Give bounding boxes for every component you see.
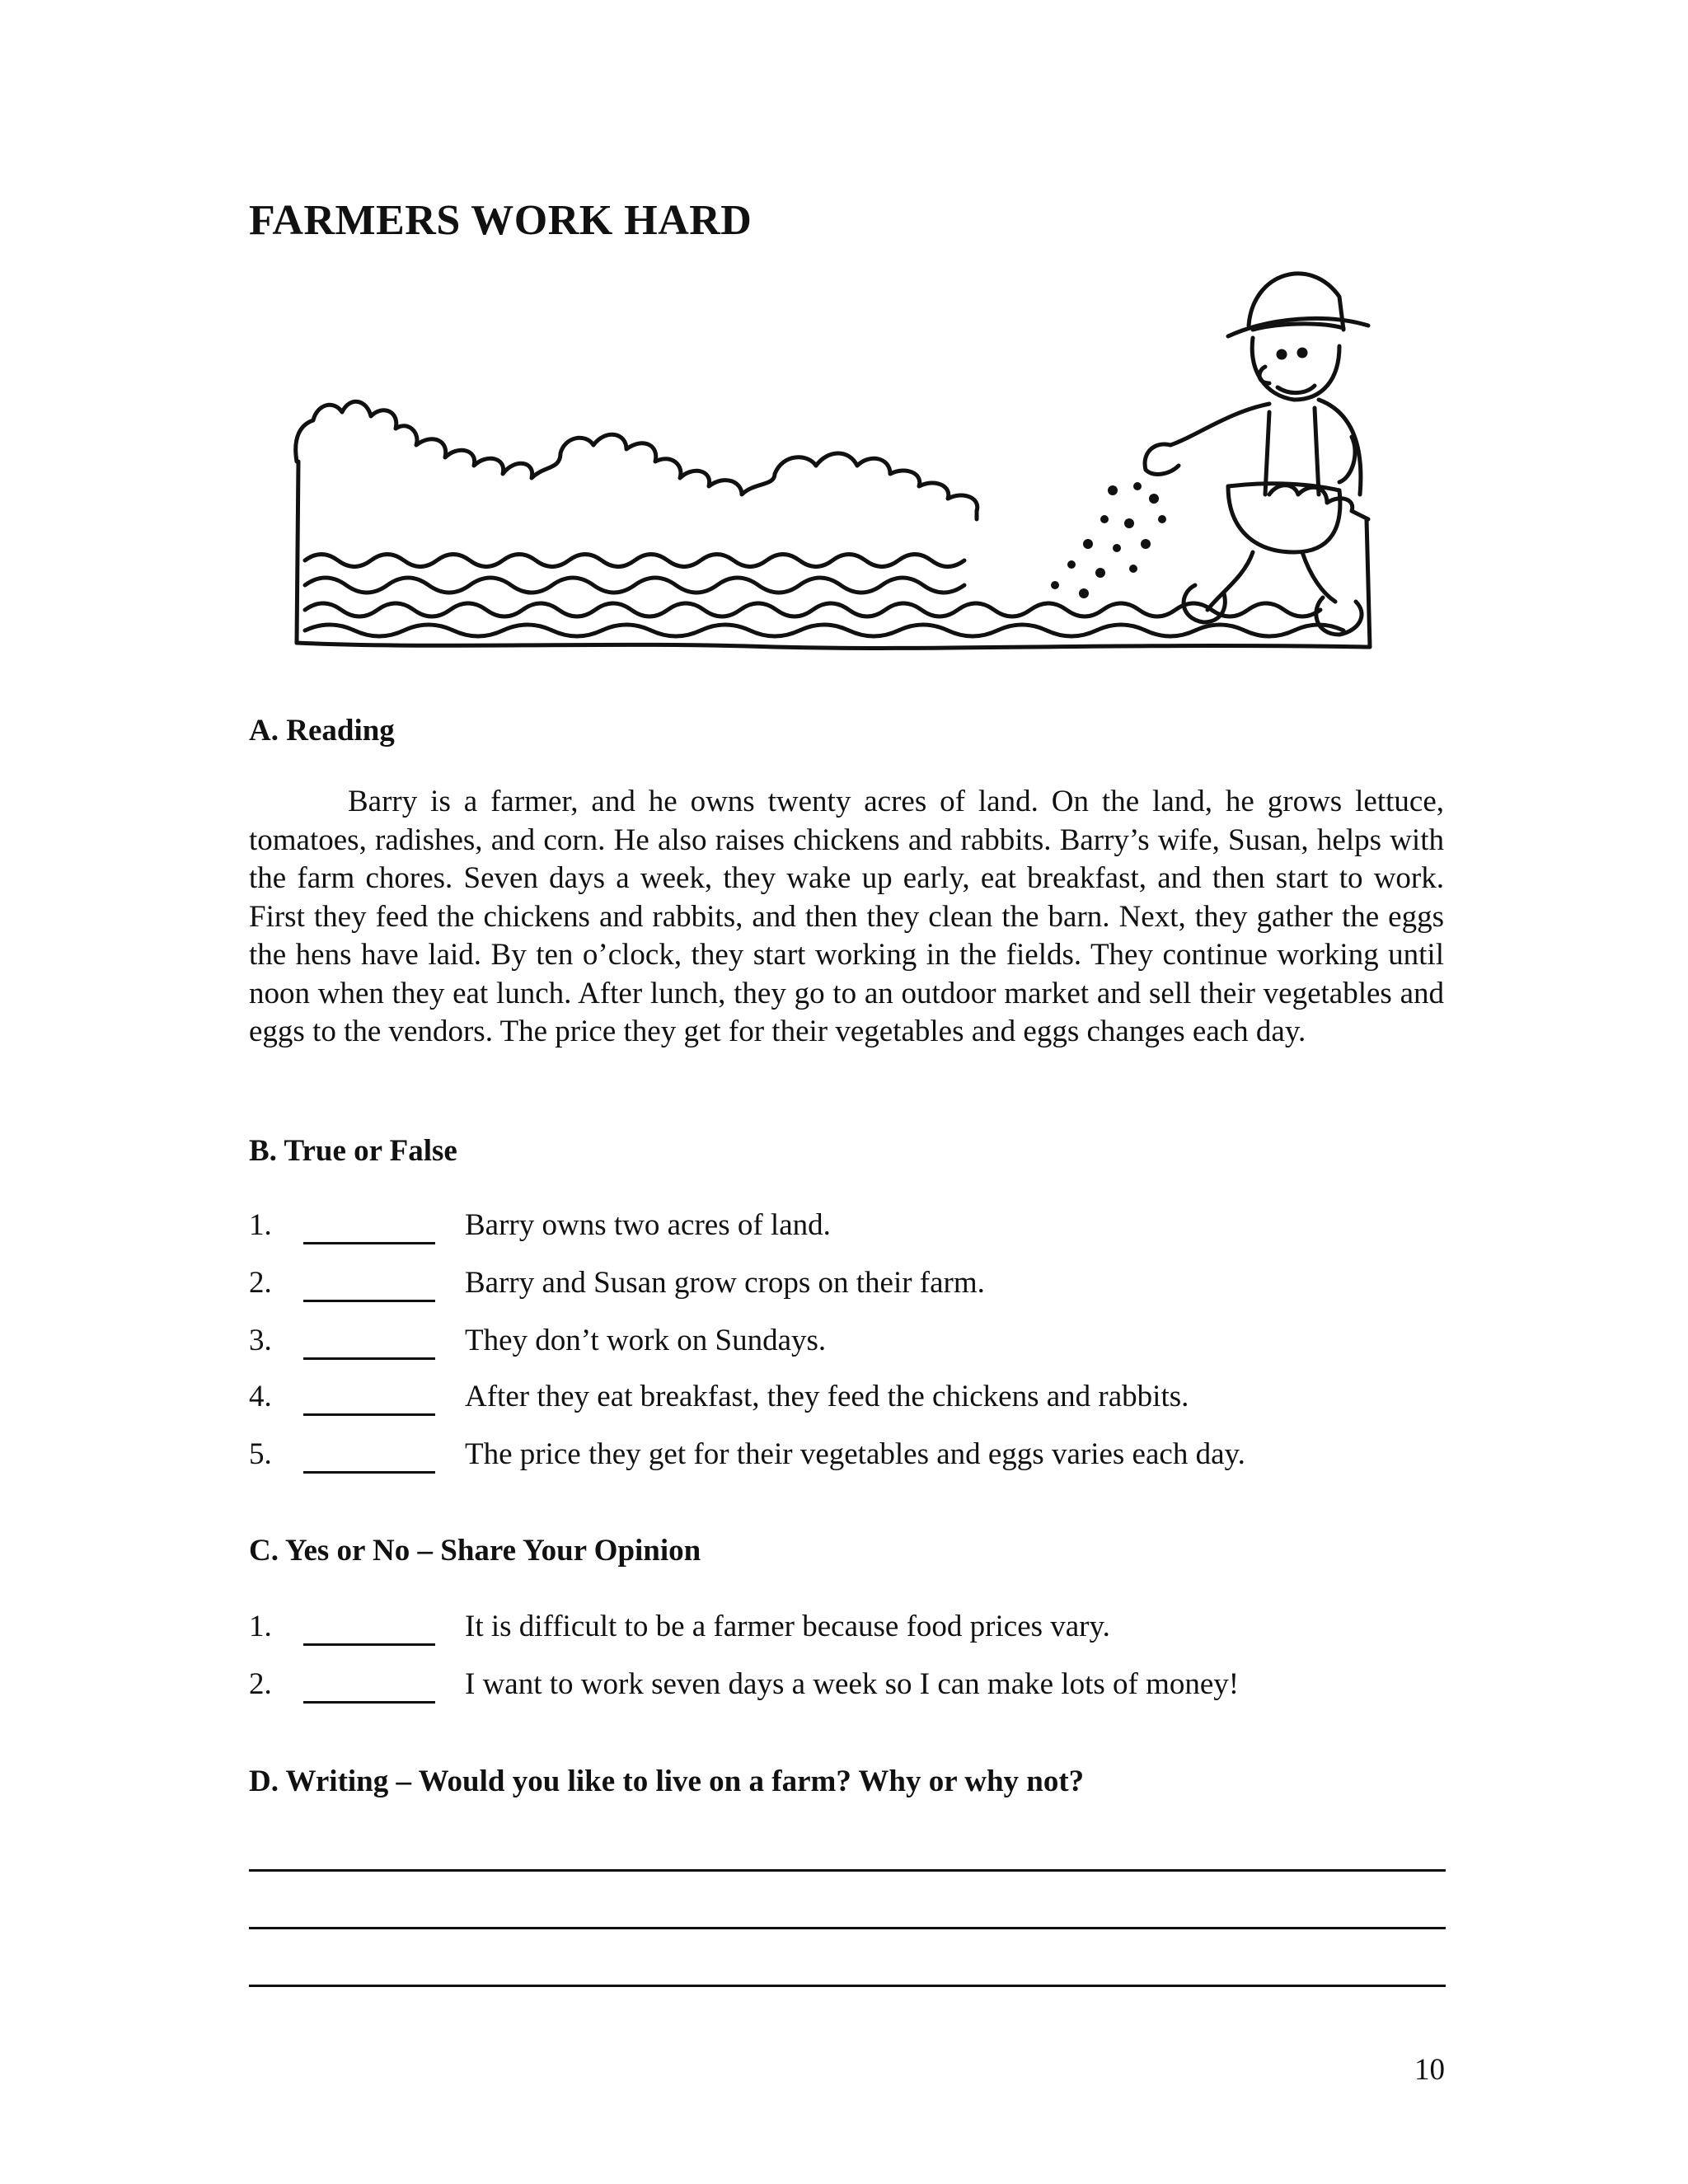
item-number: 1. — [249, 1610, 272, 1643]
opinion-item — [249, 1666, 1452, 1708]
bushes-outline — [296, 401, 978, 519]
item-statement: I want to work seven days a week so I can make lots of money! — [465, 1667, 1240, 1701]
answer-blank[interactable] — [303, 1300, 435, 1302]
true-false-item — [249, 1436, 1452, 1478]
section-b-heading: B. True or False — [249, 1134, 457, 1168]
true-false-item — [249, 1379, 1452, 1420]
true-false-item — [249, 1207, 1452, 1249]
writing-line[interactable] — [249, 1927, 1446, 1929]
section-c-heading: C. Yes or No – Share Your Opinion — [249, 1534, 701, 1568]
farmer-sowing-seeds-illustration — [280, 247, 1418, 676]
item-number: 3. — [249, 1324, 272, 1357]
section-a-heading: A. Reading — [249, 714, 395, 748]
opinion-item — [249, 1609, 1452, 1650]
answer-blank[interactable] — [303, 1242, 435, 1244]
item-statement: After they eat breakfast, they feed the chickens and rabbits. — [465, 1380, 1189, 1413]
answer-blank[interactable] — [303, 1471, 435, 1474]
farmer-figure — [1145, 274, 1368, 635]
page-title: FARMERS WORK HARD — [249, 197, 753, 244]
item-statement: It is difficult to be a farmer because food prices vary. — [465, 1610, 1110, 1643]
page-number: 10 — [1414, 2053, 1445, 2087]
item-statement: Barry owns two acres of land. — [465, 1208, 831, 1242]
answer-blank[interactable] — [303, 1413, 435, 1416]
item-number: 2. — [249, 1266, 272, 1300]
section-d-heading: D. Writing – Would you like to live on a farm? Why or why not? — [249, 1765, 1085, 1798]
item-number: 2. — [249, 1667, 272, 1701]
true-false-item — [249, 1265, 1452, 1306]
item-number: 4. — [249, 1380, 272, 1413]
item-statement: They don’t work on Sundays. — [465, 1324, 827, 1357]
answer-blank[interactable] — [303, 1643, 435, 1646]
writing-line[interactable] — [249, 1985, 1446, 1987]
true-false-item — [249, 1323, 1452, 1364]
item-statement: The price they get for their vegetables and eggs varies each day. — [465, 1437, 1245, 1471]
answer-blank[interactable] — [303, 1701, 435, 1704]
item-number: 1. — [249, 1208, 272, 1242]
ground-line — [297, 643, 1370, 648]
item-statement: Barry and Susan grow crops on their farm. — [465, 1266, 985, 1300]
answer-blank[interactable] — [303, 1357, 435, 1360]
writing-line[interactable] — [249, 1869, 1446, 1872]
reading-paragraph: Barry is a farmer, and he owns twenty acres of land. On the land, he grows lettuce, tomatoes, radishes, and corn. He also raises chickens and rabbits. Barry’s wife, Susan, helps with the farm chores. Seven days a week, they wake up early, eat breakfast, and then start to work. First they feed the chickens and rabbits, and then they clean the barn. Next, they gather the eggs the hens have laid. By ten o’clock, they start working in the fields. They continue working until noon when they eat lunch. After lunch, they go to an outdoor market and sell their vegetables and eggs to the vendors. The price they get for their vegetables and eggs changes each day. — [249, 785, 1444, 1048]
falling-seeds — [1051, 482, 1166, 598]
item-number: 5. — [249, 1437, 272, 1471]
